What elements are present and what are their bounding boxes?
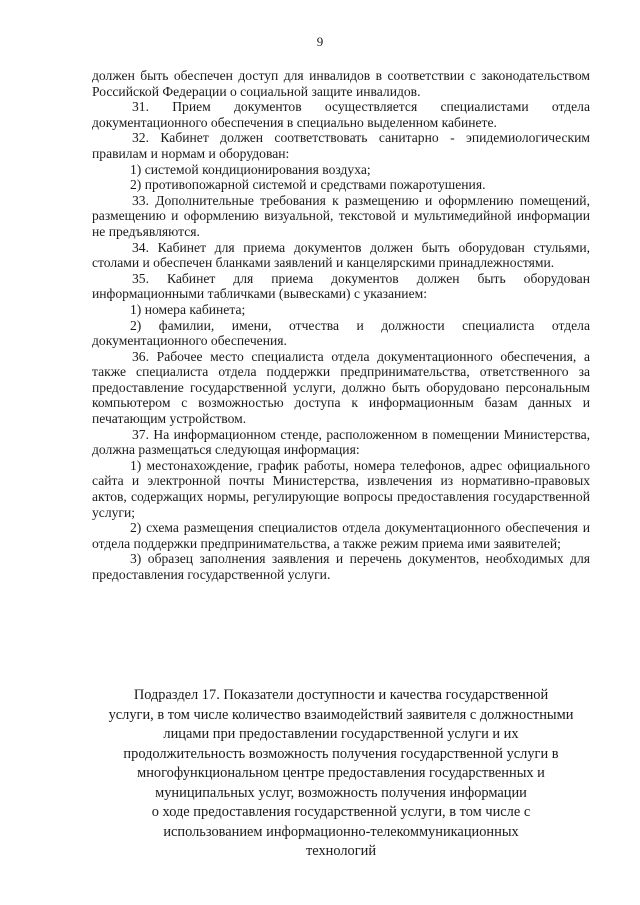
section-title-line: о ходе предоставления государственной услуги, в том числе с bbox=[151, 804, 531, 820]
paragraph-33: 33. Дополнительные требования к размещению и оформлению помещений, размещению и оформлению визуальной, текстовой и мультимедийной информации не предъявляются. bbox=[92, 192, 590, 239]
section-title-line: продолжительность возможность получения государственной услуги в bbox=[123, 745, 559, 762]
list-item: 1) местонахождение, график работы, номера телефонов, адрес официального сайта и электронной почты Министерства, извлечения из нормативно-правовых актов, содержащих нормы, регулирующие вопросы предоставления государственной услуги; bbox=[92, 457, 590, 520]
list-item: 2) противопожарной системой и средствами пожаротушения. bbox=[130, 177, 486, 193]
list-item: 1) системой кондиционирования воздуха; bbox=[130, 161, 371, 177]
section-title bbox=[92, 686, 590, 862]
paragraph-32: 32. Кабинет должен соответствовать санитарно - эпидемиологическим правилам и нормам и оборудован: bbox=[92, 130, 590, 161]
paragraph-35: 35. Кабинет для приема документов должен быть оборудован информационными табличками (вывесками) с указанием: bbox=[92, 270, 590, 302]
page-number: 9 bbox=[316, 34, 324, 49]
paragraph-34: 34. Кабинет для приема документов должен быть оборудован стульями, столами и обеспечен бланками заявлений и канцелярскими принадлежностями. bbox=[92, 239, 590, 271]
section-title-line: использованием информационно-телекоммуникационных bbox=[163, 823, 519, 840]
section-title-line: услуги, в том числе количество взаимодействий заявителя с должностными bbox=[108, 706, 574, 723]
list-item: 1) номера кабинета; bbox=[130, 301, 246, 317]
paragraph-30-continuation: должен быть обеспечен доступ для инвалидов в соответствии с законодательством Российской Федерации о социальной защите инвалидов. bbox=[92, 68, 590, 99]
list-item: 2) схема размещения специалистов отдела документационного обеспечения и отдела поддержки предпринимательства, а также режим приема ими заявителей; bbox=[92, 520, 590, 551]
section-title-line: Подраздел 17. Показатели доступности и качества государственной bbox=[133, 687, 549, 703]
section-title-line: лицами при предоставлении государственной услуги и их bbox=[163, 726, 519, 742]
paragraph-31: 31. Прием документов осуществляется специалистами отдела документационного обеспечения в специально выделенном кабинете. bbox=[92, 99, 590, 130]
list-item: 3) образец заполнения заявления и перечень документов, необходимых для предоставления государственной услуги. bbox=[92, 551, 590, 582]
section-title-line: многофункциональном центре предоставления государственных и bbox=[137, 765, 545, 781]
paragraph-37: 37. На информационном стенде, расположенном в помещении Министерства, должна размещаться следующая информация: bbox=[92, 426, 590, 458]
section-title-line: технологий bbox=[305, 843, 377, 859]
section-title-line: муниципальных услуг, возможность получения информации bbox=[155, 784, 527, 801]
list-item: 2) фамилии, имени, отчества и должности специалиста отдела документационного обеспечения. bbox=[92, 317, 590, 349]
paragraph-36: 36. Рабочее место специалиста отдела документационного обеспечения, а также специалиста отдела поддержки предпринимательства, ответственного за предоставление государственной услуги, должно быть оборудовано персональным компьютером с возможностью доступа к информационным базам данных и печатающим устройством. bbox=[92, 348, 590, 427]
body-text bbox=[92, 68, 590, 583]
